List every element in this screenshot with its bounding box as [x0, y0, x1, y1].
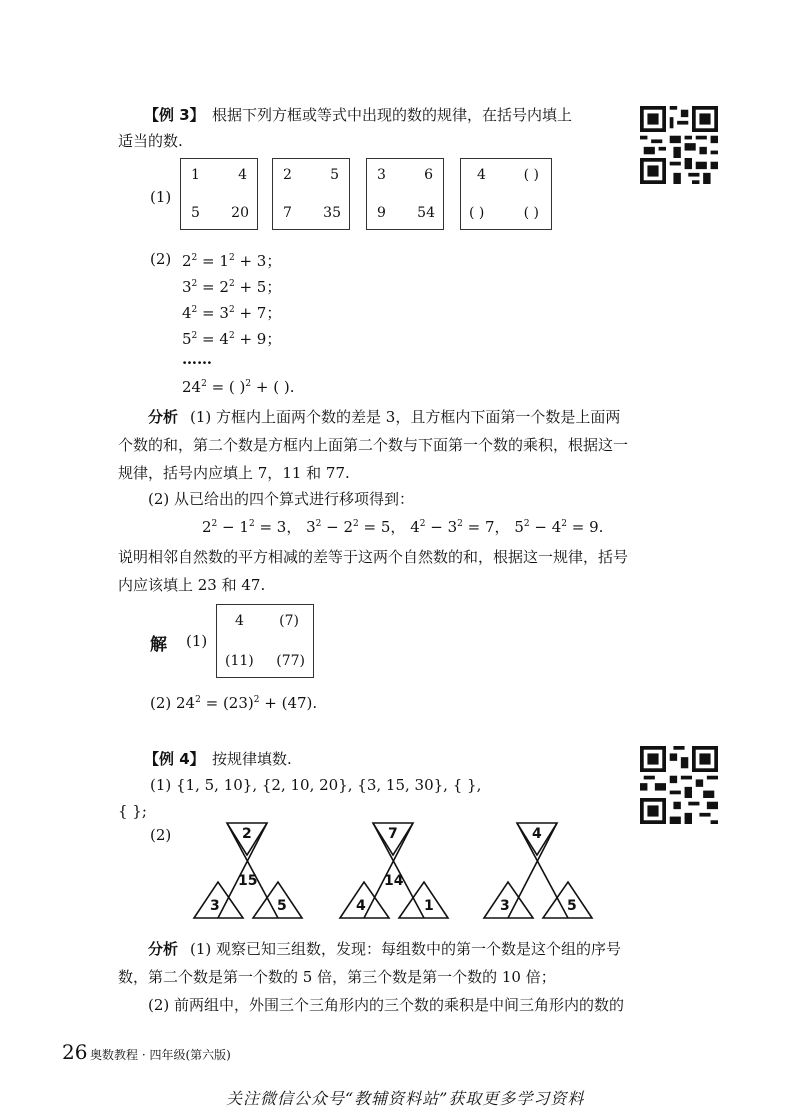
equation-1: $2^2 = 1^2 + 3$；: [182, 252, 282, 270]
ex3-part1-label: (1): [150, 188, 172, 206]
ex3-solution1-label: (1): [186, 632, 208, 650]
box4-bottom-right: ( ): [523, 205, 539, 221]
box2-top-left: 2: [283, 167, 292, 183]
page-number: 26: [62, 1040, 88, 1064]
ex3-analysis-tag: 分析: [148, 408, 179, 426]
triangle-figure-1: [190, 820, 340, 920]
ex3-tag: 【例 3】: [144, 106, 205, 124]
box1-top-left: 1: [191, 167, 200, 183]
watermark-text: 关注微信公众号“教辅资料站”获取更多学习资料: [226, 1089, 585, 1108]
fig2-center-number: 14: [384, 873, 404, 889]
triangle-figure-2: [336, 820, 486, 920]
box2-bottom-right: 35: [323, 205, 341, 221]
book-title: 奥数教程 · 四年级(第六版): [90, 1048, 231, 1062]
box1-bottom-right: 20: [231, 205, 249, 221]
ex4-analysis2-line1: (2) 前两组中，外围三个三角形内的三个数的乘积是中间三角形内的数的: [148, 996, 625, 1014]
ex3-analysis1-line1: (1) 方框内上面两个数的差是 3，且方框内下面第一个数是上面两: [190, 408, 621, 426]
ex3-analysis1-line2: 个数的和，第二个数是方框内上面第二个数与下面第一个数的乘积，根据这一: [118, 436, 629, 454]
ex3-analysis1-line3: 规律，括号内应填上 7，11 和 77.: [118, 464, 350, 482]
equation-2: $3^2 = 2^2 + 5$；: [182, 278, 282, 296]
fig1-right-number: 5: [277, 898, 287, 914]
box4-top-left: 4: [477, 167, 486, 183]
ex4-analysis1-line1: (1) 观察已知三组数，发现：每组数中的第一个数是这个组的序号: [190, 940, 622, 958]
ellipsis: ……: [182, 350, 212, 368]
ex4-analysis1-line2: 数，第二个数是第一个数的 5 倍，第三个数是第一个数的 10 倍；: [118, 968, 556, 986]
ex3-solution-tag: 解: [150, 635, 167, 655]
equation-3: $4^2 = 3^2 + 7$；: [182, 304, 282, 322]
box3-top-right: 6: [424, 167, 433, 183]
equation-4: $5^2 = 4^2 + 9$；: [182, 330, 282, 348]
number-box-3: [366, 158, 444, 230]
equation-last: $24^2$ = ( )$^2$ + ( ).: [182, 378, 295, 396]
number-box-2: [272, 158, 350, 230]
box3-bottom-right: 54: [417, 205, 435, 221]
qr-code-icon-2: [640, 746, 718, 824]
fig3-left-number: 3: [500, 898, 510, 914]
ex3-explain-line2: 内应该填上 23 和 47.: [118, 576, 266, 594]
solution-box-bottom-left: (11): [225, 653, 254, 669]
triangle-figure-3: [480, 820, 630, 920]
fig3-right-number: 5: [567, 898, 577, 914]
box3-top-left: 3: [377, 167, 386, 183]
ex4-part1-line2: { };: [118, 802, 147, 820]
difference-equations: $2^2 - 1^2 = 3$， $3^2 - 2^2 = 5$， $4^2 - 3^2 = 7$， $5^2 - 4^2 = 9$.: [202, 518, 604, 536]
number-box-1: [180, 158, 258, 230]
box1-bottom-left: 5: [191, 205, 200, 221]
ex3-analysis2-line1: (2) 从已给出的四个算式进行移项得到：: [148, 490, 415, 508]
solution-box-top-right: (7): [279, 613, 299, 629]
box4-bottom-left: ( ): [469, 205, 485, 221]
fig2-right-number: 1: [424, 898, 434, 914]
ex4-tag: 【例 4】: [144, 750, 205, 768]
box2-top-right: 5: [330, 167, 339, 183]
ex3-prompt-line1: 根据下列方框或等式中出现的数的规律，在括号内填上: [212, 106, 573, 124]
number-box-4: [460, 158, 552, 230]
fig2-top-number: 7: [388, 826, 398, 842]
box4-top-right: ( ): [523, 167, 539, 183]
ex4-analysis-tag: 分析: [148, 940, 179, 958]
fig3-top-number: 4: [532, 826, 542, 842]
solution-box: [216, 604, 314, 678]
ex4-part2-label: (2): [150, 826, 172, 844]
ex3-solution2: (2) $24^2 = (23)^2 + (47)$.: [150, 694, 318, 712]
fig1-top-number: 2: [242, 826, 252, 842]
fig1-left-number: 3: [210, 898, 220, 914]
solution-box-bottom-right: (77): [276, 653, 305, 669]
ex4-prompt: 按规律填数.: [212, 750, 292, 768]
ex3-prompt-line2: 适当的数.: [118, 132, 183, 150]
qr-code-icon: [640, 106, 718, 184]
box3-bottom-left: 9: [377, 205, 386, 221]
ex3-explain-line1: 说明相邻自然数的平方相减的差等于这两个自然数的和，根据这一规律，括号: [118, 548, 629, 566]
solution-box-top-left: 4: [235, 613, 244, 629]
ex4-part1-line1: (1) {1, 5, 10}, {2, 10, 20}, {3, 15, 30}, { },: [150, 776, 482, 794]
box2-bottom-left: 7: [283, 205, 292, 221]
ex3-part2-label: (2): [150, 250, 172, 268]
fig1-center-number: 15: [238, 873, 258, 889]
fig2-left-number: 4: [356, 898, 366, 914]
box1-top-right: 4: [238, 167, 247, 183]
